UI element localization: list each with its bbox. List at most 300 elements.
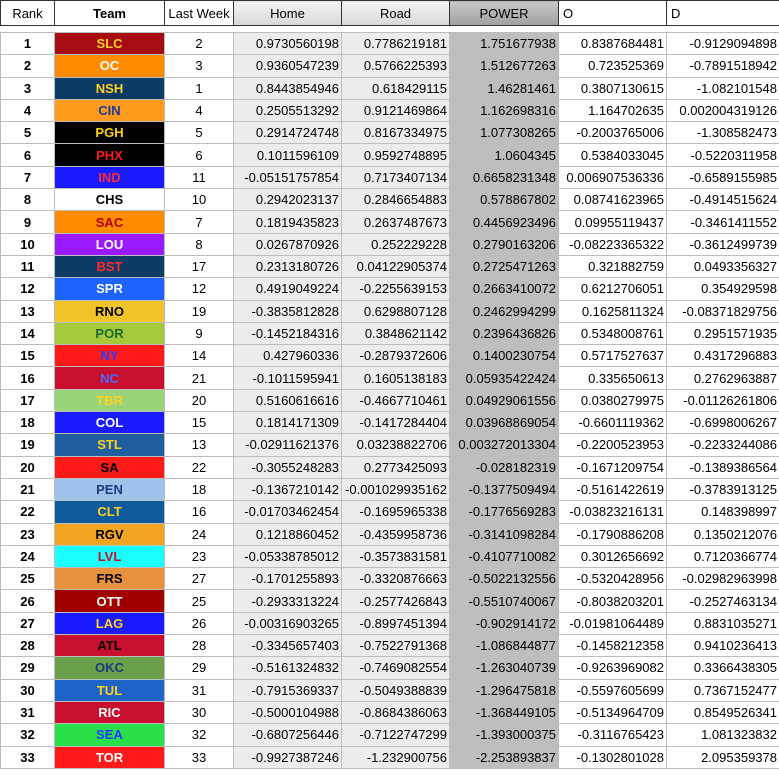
o-cell[interactable]: 0.321882759 xyxy=(559,255,667,277)
rank-cell[interactable]: 1 xyxy=(1,33,55,55)
header-row xyxy=(1,1,779,26)
home-cell[interactable]: 0.4919049224 xyxy=(234,278,342,300)
table-row xyxy=(1,322,779,344)
table-row xyxy=(1,166,779,188)
o-cell[interactable]: -0.9263969082 xyxy=(559,657,667,679)
road-cell[interactable]: -0.5049388839 xyxy=(342,679,450,701)
team-cell[interactable]: PGH xyxy=(55,122,165,144)
table-row xyxy=(1,412,779,434)
o-cell[interactable]: 0.6212706051 xyxy=(559,278,667,300)
home-cell[interactable]: 0.8443854946 xyxy=(234,77,342,99)
last-week-cell[interactable]: 24 xyxy=(165,523,234,545)
d-cell[interactable]: -1.082101548 xyxy=(667,77,779,99)
road-cell[interactable]: 0.1605138183 xyxy=(342,367,450,389)
rank-cell[interactable]: 18 xyxy=(1,412,55,434)
team-cell[interactable]: CIN xyxy=(55,99,165,121)
table-row xyxy=(1,33,779,55)
team-cell[interactable]: IND xyxy=(55,166,165,188)
road-cell[interactable]: 0.04122905374 xyxy=(342,255,450,277)
last-week-cell[interactable]: 22 xyxy=(165,456,234,478)
table-row xyxy=(1,211,779,233)
d-cell[interactable]: -0.3461411552 xyxy=(667,211,779,233)
home-cell[interactable]: 0.2914724748 xyxy=(234,122,342,144)
d-cell[interactable]: -0.9129094898 xyxy=(667,33,779,55)
power-cell[interactable]: 0.1400230754 xyxy=(450,345,559,367)
team-cell[interactable]: RNO xyxy=(55,300,165,322)
last-week-cell[interactable]: 12 xyxy=(165,278,234,300)
power-cell[interactable]: 1.46281461 xyxy=(450,77,559,99)
rank-cell[interactable]: 10 xyxy=(1,233,55,255)
o-cell[interactable]: 0.1625811324 xyxy=(559,300,667,322)
d-cell[interactable]: -0.6589155985 xyxy=(667,166,779,188)
table-body xyxy=(1,33,779,769)
power-cell[interactable]: 0.578867802 xyxy=(450,189,559,211)
road-cell[interactable]: -0.1695965338 xyxy=(342,501,450,523)
table-row xyxy=(1,590,779,612)
power-cell[interactable]: 0.003272013304 xyxy=(450,434,559,456)
home-cell[interactable]: 0.1819435823 xyxy=(234,211,342,233)
rank-cell[interactable]: 16 xyxy=(1,367,55,389)
table-row xyxy=(1,746,779,768)
rank-cell[interactable]: 33 xyxy=(1,746,55,768)
rank-cell[interactable]: 6 xyxy=(1,144,55,166)
o-cell[interactable]: 0.335650613 xyxy=(559,367,667,389)
o-cell[interactable]: 0.3807130615 xyxy=(559,77,667,99)
team-cell[interactable]: BST xyxy=(55,255,165,277)
team-cell[interactable]: TBR xyxy=(55,389,165,411)
last-week-cell[interactable]: 20 xyxy=(165,389,234,411)
d-cell[interactable]: 0.1350212076 xyxy=(667,523,779,545)
o-cell[interactable]: 0.3012656692 xyxy=(559,545,667,567)
o-cell[interactable]: 0.006907536336 xyxy=(559,166,667,188)
o-cell[interactable]: -0.8038203201 xyxy=(559,590,667,612)
o-cell[interactable]: 0.5717527637 xyxy=(559,345,667,367)
power-cell[interactable]: 1.162698316 xyxy=(450,99,559,121)
o-cell[interactable]: 0.8387684481 xyxy=(559,33,667,55)
last-week-cell[interactable]: 16 xyxy=(165,501,234,523)
o-cell[interactable]: -0.1790886208 xyxy=(559,523,667,545)
table-row xyxy=(1,635,779,657)
team-cell[interactable]: SLC xyxy=(55,33,165,55)
last-week-cell[interactable]: 13 xyxy=(165,434,234,456)
home-cell[interactable]: -0.1367210142 xyxy=(234,478,342,500)
table-row xyxy=(1,568,779,590)
rank-cell[interactable]: 3 xyxy=(1,77,55,99)
power-cell[interactable]: -0.902914172 xyxy=(450,612,559,634)
team-cell[interactable]: CHS xyxy=(55,189,165,211)
last-week-cell[interactable]: 11 xyxy=(165,166,234,188)
road-cell[interactable]: -0.7469082554 xyxy=(342,657,450,679)
home-cell[interactable]: -0.6807256446 xyxy=(234,724,342,746)
home-cell[interactable]: -0.9927387246 xyxy=(234,746,342,768)
table-row xyxy=(1,99,779,121)
home-cell[interactable]: -0.5000104988 xyxy=(234,701,342,723)
d-cell[interactable]: -0.3783913125 xyxy=(667,478,779,500)
d-cell[interactable]: -0.2233244086 xyxy=(667,434,779,456)
last-week-cell[interactable]: 26 xyxy=(165,612,234,634)
o-cell[interactable]: -0.5161422619 xyxy=(559,478,667,500)
rank-cell[interactable]: 17 xyxy=(1,389,55,411)
o-cell[interactable]: 0.08741623965 xyxy=(559,189,667,211)
last-week-cell[interactable]: 7 xyxy=(165,211,234,233)
rank-cell[interactable]: 8 xyxy=(1,189,55,211)
rank-cell[interactable]: 12 xyxy=(1,278,55,300)
home-cell[interactable]: 0.9360547239 xyxy=(234,55,342,77)
power-cell[interactable]: -2.253893837 xyxy=(450,746,559,768)
o-cell[interactable]: -0.6601119362 xyxy=(559,412,667,434)
table-row xyxy=(1,122,779,144)
team-cell[interactable]: STL xyxy=(55,434,165,456)
rank-cell[interactable]: 28 xyxy=(1,635,55,657)
power-cell[interactable]: -0.5510740067 xyxy=(450,590,559,612)
team-cell[interactable]: OKC xyxy=(55,657,165,679)
last-week-cell[interactable]: 5 xyxy=(165,122,234,144)
last-week-cell[interactable]: 18 xyxy=(165,478,234,500)
table-row xyxy=(1,456,779,478)
o-cell[interactable]: 0.5348008761 xyxy=(559,322,667,344)
d-cell[interactable]: -0.6998006267 xyxy=(667,412,779,434)
header-last-week[interactable]: Last Week xyxy=(165,1,234,26)
d-cell[interactable]: 0.0493356327 xyxy=(667,255,779,277)
o-cell[interactable]: -0.08223365322 xyxy=(559,233,667,255)
team-cell[interactable]: RIC xyxy=(55,701,165,723)
road-cell[interactable]: -0.8997451394 xyxy=(342,612,450,634)
rank-cell[interactable]: 27 xyxy=(1,612,55,634)
power-cell[interactable]: -1.086844877 xyxy=(450,635,559,657)
d-cell[interactable]: 1.081323832 xyxy=(667,724,779,746)
team-cell[interactable]: COL xyxy=(55,412,165,434)
road-cell[interactable]: 0.8167334975 xyxy=(342,122,450,144)
team-cell[interactable]: NY xyxy=(55,345,165,367)
last-week-cell[interactable]: 21 xyxy=(165,367,234,389)
table-row xyxy=(1,345,779,367)
last-week-cell[interactable]: 28 xyxy=(165,635,234,657)
d-cell[interactable]: 0.9410236413 xyxy=(667,635,779,657)
last-week-cell[interactable]: 23 xyxy=(165,545,234,567)
road-cell[interactable]: 0.6298807128 xyxy=(342,300,450,322)
d-cell[interactable]: 0.148398997 xyxy=(667,501,779,523)
team-cell[interactable]: SEA xyxy=(55,724,165,746)
road-cell[interactable]: 0.2846654883 xyxy=(342,189,450,211)
home-cell[interactable]: 0.1814171309 xyxy=(234,412,342,434)
table-row xyxy=(1,701,779,723)
o-cell[interactable]: 0.5384033045 xyxy=(559,144,667,166)
table-row xyxy=(1,545,779,567)
rank-cell[interactable]: 31 xyxy=(1,701,55,723)
home-cell[interactable]: 0.5160616616 xyxy=(234,389,342,411)
d-cell[interactable]: 0.7367152477 xyxy=(667,679,779,701)
table-row xyxy=(1,679,779,701)
last-week-cell[interactable]: 30 xyxy=(165,701,234,723)
home-cell[interactable]: 0.1011596109 xyxy=(234,144,342,166)
power-cell[interactable]: 0.2663410072 xyxy=(450,278,559,300)
power-cell[interactable]: 1.077308265 xyxy=(450,122,559,144)
road-cell[interactable]: -0.8684386063 xyxy=(342,701,450,723)
o-cell[interactable]: -0.1302801028 xyxy=(559,746,667,768)
team-cell[interactable]: SPR xyxy=(55,278,165,300)
power-cell[interactable]: -0.028182319 xyxy=(450,456,559,478)
table-row xyxy=(1,612,779,634)
rank-cell[interactable]: 7 xyxy=(1,166,55,188)
rank-cell[interactable]: 2 xyxy=(1,55,55,77)
last-week-cell[interactable]: 33 xyxy=(165,746,234,768)
road-cell[interactable]: -0.4359958736 xyxy=(342,523,450,545)
o-cell[interactable]: 0.723525369 xyxy=(559,55,667,77)
last-week-cell[interactable]: 19 xyxy=(165,300,234,322)
last-week-cell[interactable]: 2 xyxy=(165,33,234,55)
rank-cell[interactable]: 20 xyxy=(1,456,55,478)
team-cell[interactable]: NSH xyxy=(55,77,165,99)
road-cell[interactable]: 0.2773425093 xyxy=(342,456,450,478)
rank-cell[interactable]: 5 xyxy=(1,122,55,144)
header-d[interactable]: D xyxy=(667,1,779,26)
last-week-cell[interactable]: 9 xyxy=(165,322,234,344)
power-cell[interactable]: -0.1776569283 xyxy=(450,501,559,523)
power-cell[interactable]: 1.512677263 xyxy=(450,55,559,77)
header-rank[interactable]: Rank xyxy=(1,1,55,26)
last-week-cell[interactable]: 8 xyxy=(165,233,234,255)
power-cell[interactable]: 1.751677938 xyxy=(450,33,559,55)
d-cell[interactable]: -0.3612499739 xyxy=(667,233,779,255)
d-cell[interactable]: -0.5220311958 xyxy=(667,144,779,166)
d-cell[interactable]: 0.7120366774 xyxy=(667,545,779,567)
home-cell[interactable]: -0.7915369337 xyxy=(234,679,342,701)
d-cell[interactable]: -0.7891518942 xyxy=(667,55,779,77)
team-cell[interactable]: NC xyxy=(55,367,165,389)
d-cell[interactable]: 0.4317296883 xyxy=(667,345,779,367)
team-cell[interactable]: TUL xyxy=(55,679,165,701)
header-spacer xyxy=(1,26,779,33)
team-cell[interactable]: CLT xyxy=(55,501,165,523)
header-road[interactable]: Road xyxy=(342,1,450,26)
team-cell[interactable]: TOR xyxy=(55,746,165,768)
rank-cell[interactable]: 25 xyxy=(1,568,55,590)
power-cell[interactable]: 0.2790163206 xyxy=(450,233,559,255)
table-row xyxy=(1,367,779,389)
o-cell[interactable]: -0.5597605699 xyxy=(559,679,667,701)
team-cell[interactable]: LAG xyxy=(55,612,165,634)
table-row xyxy=(1,144,779,166)
d-cell[interactable]: 0.002004319126 xyxy=(667,99,779,121)
d-cell[interactable]: -0.01126261806 xyxy=(667,389,779,411)
rank-cell[interactable]: 15 xyxy=(1,345,55,367)
power-cell[interactable]: -0.3141098284 xyxy=(450,523,559,545)
rank-cell[interactable]: 26 xyxy=(1,590,55,612)
home-cell[interactable]: -0.02911621376 xyxy=(234,434,342,456)
road-cell[interactable]: 0.9592748895 xyxy=(342,144,450,166)
o-cell[interactable]: -0.1671209754 xyxy=(559,456,667,478)
team-cell[interactable]: PEN xyxy=(55,478,165,500)
d-cell[interactable]: -0.4914515624 xyxy=(667,189,779,211)
o-cell[interactable]: -0.2003765006 xyxy=(559,122,667,144)
road-cell[interactable]: -1.232900756 xyxy=(342,746,450,768)
home-cell[interactable]: 0.427960336 xyxy=(234,345,342,367)
team-cell[interactable]: ATL xyxy=(55,635,165,657)
table-row xyxy=(1,523,779,545)
d-cell[interactable]: 0.3366438305 xyxy=(667,657,779,679)
o-cell[interactable]: -0.2200523953 xyxy=(559,434,667,456)
home-cell[interactable]: -0.5161324832 xyxy=(234,657,342,679)
team-cell[interactable]: FRS xyxy=(55,568,165,590)
home-cell[interactable]: -0.1452184316 xyxy=(234,322,342,344)
power-cell[interactable]: 0.2462994299 xyxy=(450,300,559,322)
power-cell[interactable]: 0.6658231348 xyxy=(450,166,559,188)
power-cell[interactable]: 1.0604345 xyxy=(450,144,559,166)
road-cell[interactable]: -0.7522791368 xyxy=(342,635,450,657)
last-week-cell[interactable]: 32 xyxy=(165,724,234,746)
home-cell[interactable]: -0.05338785012 xyxy=(234,545,342,567)
d-cell[interactable]: 0.2951571935 xyxy=(667,322,779,344)
team-cell[interactable]: RGV xyxy=(55,523,165,545)
power-cell[interactable]: 0.4456923496 xyxy=(450,211,559,233)
power-cell[interactable]: -1.368449105 xyxy=(450,701,559,723)
road-cell[interactable]: 0.7786219181 xyxy=(342,33,450,55)
road-cell[interactable]: -0.7122747299 xyxy=(342,724,450,746)
rank-cell[interactable]: 22 xyxy=(1,501,55,523)
road-cell[interactable]: 0.618429115 xyxy=(342,77,450,99)
power-cell[interactable]: 0.05935422424 xyxy=(450,367,559,389)
header-team[interactable]: Team xyxy=(55,1,165,26)
o-cell[interactable]: -0.5320428956 xyxy=(559,568,667,590)
road-cell[interactable]: -0.3573831581 xyxy=(342,545,450,567)
o-cell[interactable]: 0.0380279975 xyxy=(559,389,667,411)
rank-cell[interactable]: 19 xyxy=(1,434,55,456)
last-week-cell[interactable]: 1 xyxy=(165,77,234,99)
road-cell[interactable]: 0.5766225393 xyxy=(342,55,450,77)
table-row xyxy=(1,255,779,277)
road-cell[interactable]: -0.1417284404 xyxy=(342,412,450,434)
last-week-cell[interactable]: 31 xyxy=(165,679,234,701)
last-week-cell[interactable]: 6 xyxy=(165,144,234,166)
table-row xyxy=(1,389,779,411)
rank-cell[interactable]: 30 xyxy=(1,679,55,701)
home-cell[interactable]: -0.01703462454 xyxy=(234,501,342,523)
last-week-cell[interactable]: 14 xyxy=(165,345,234,367)
home-cell[interactable]: -0.1011595941 xyxy=(234,367,342,389)
rank-cell[interactable]: 13 xyxy=(1,300,55,322)
team-cell[interactable]: OTT xyxy=(55,590,165,612)
last-week-cell[interactable]: 4 xyxy=(165,99,234,121)
d-cell[interactable]: -0.02982963998 xyxy=(667,568,779,590)
home-cell[interactable]: 0.1218860452 xyxy=(234,523,342,545)
road-cell[interactable]: 0.2637487673 xyxy=(342,211,450,233)
road-cell[interactable]: 0.03238822706 xyxy=(342,434,450,456)
last-week-cell[interactable]: 27 xyxy=(165,568,234,590)
road-cell[interactable]: -0.2255639153 xyxy=(342,278,450,300)
d-cell[interactable]: 0.8831035271 xyxy=(667,612,779,634)
last-week-cell[interactable]: 29 xyxy=(165,657,234,679)
header-o[interactable]: O xyxy=(559,1,667,26)
rank-cell[interactable]: 24 xyxy=(1,545,55,567)
d-cell[interactable]: 0.8549526341 xyxy=(667,701,779,723)
team-cell[interactable]: PHX xyxy=(55,144,165,166)
o-cell[interactable]: -0.3116765423 xyxy=(559,724,667,746)
o-cell[interactable]: -0.5134964709 xyxy=(559,701,667,723)
d-cell[interactable]: -0.08371829756 xyxy=(667,300,779,322)
d-cell[interactable]: 0.2762963887 xyxy=(667,367,779,389)
rank-cell[interactable]: 32 xyxy=(1,724,55,746)
home-cell[interactable]: -0.2933313224 xyxy=(234,590,342,612)
road-cell[interactable]: 0.7173407134 xyxy=(342,166,450,188)
rank-cell[interactable]: 4 xyxy=(1,99,55,121)
road-cell[interactable]: -0.2879372606 xyxy=(342,345,450,367)
rank-cell[interactable]: 9 xyxy=(1,211,55,233)
o-cell[interactable]: 1.164702635 xyxy=(559,99,667,121)
team-cell[interactable]: LVL xyxy=(55,545,165,567)
power-cell[interactable]: -0.4107710082 xyxy=(450,545,559,567)
home-cell[interactable]: -0.3835812828 xyxy=(234,300,342,322)
team-cell[interactable]: OC xyxy=(55,55,165,77)
road-cell[interactable]: 0.9121469864 xyxy=(342,99,450,121)
rank-cell[interactable]: 21 xyxy=(1,478,55,500)
team-cell[interactable]: SA xyxy=(55,456,165,478)
last-week-cell[interactable]: 3 xyxy=(165,55,234,77)
road-cell[interactable]: 0.252229228 xyxy=(342,233,450,255)
d-cell[interactable]: -0.2527463134 xyxy=(667,590,779,612)
table-row xyxy=(1,189,779,211)
home-cell[interactable]: 0.2313180726 xyxy=(234,255,342,277)
last-week-cell[interactable]: 10 xyxy=(165,189,234,211)
power-cell[interactable]: -0.1377509494 xyxy=(450,478,559,500)
power-cell[interactable]: -1.393000375 xyxy=(450,724,559,746)
road-cell[interactable]: -0.001029935162 xyxy=(342,478,450,500)
d-cell[interactable]: 2.095359378 xyxy=(667,746,779,768)
home-cell[interactable]: 0.2505513292 xyxy=(234,99,342,121)
home-cell[interactable]: -0.00316903265 xyxy=(234,612,342,634)
power-cell[interactable]: -0.5022132556 xyxy=(450,568,559,590)
d-cell[interactable]: -1.308582473 xyxy=(667,122,779,144)
team-cell[interactable]: LOU xyxy=(55,233,165,255)
rank-cell[interactable]: 29 xyxy=(1,657,55,679)
o-cell[interactable]: -0.1458212358 xyxy=(559,635,667,657)
rank-cell[interactable]: 23 xyxy=(1,523,55,545)
header-power[interactable]: POWER xyxy=(450,1,559,26)
last-week-cell[interactable]: 17 xyxy=(165,255,234,277)
header-home[interactable]: Home xyxy=(234,1,342,26)
rank-cell[interactable]: 14 xyxy=(1,322,55,344)
power-cell[interactable]: 0.2396436826 xyxy=(450,322,559,344)
road-cell[interactable]: -0.4667710461 xyxy=(342,389,450,411)
team-cell[interactable]: POR xyxy=(55,322,165,344)
rank-cell[interactable]: 11 xyxy=(1,255,55,277)
home-cell[interactable]: -0.1701255893 xyxy=(234,568,342,590)
power-cell[interactable]: -1.263040739 xyxy=(450,657,559,679)
power-cell[interactable]: 0.03968869054 xyxy=(450,412,559,434)
o-cell[interactable]: -0.01981064489 xyxy=(559,612,667,634)
home-cell[interactable]: -0.3345657403 xyxy=(234,635,342,657)
power-cell[interactable]: -1.296475818 xyxy=(450,679,559,701)
power-cell[interactable]: 0.04929061556 xyxy=(450,389,559,411)
table-row xyxy=(1,657,779,679)
o-cell[interactable]: -0.03823216131 xyxy=(559,501,667,523)
last-week-cell[interactable]: 25 xyxy=(165,590,234,612)
team-cell[interactable]: SAC xyxy=(55,211,165,233)
power-cell[interactable]: 0.2725471263 xyxy=(450,255,559,277)
road-cell[interactable]: -0.3320876663 xyxy=(342,568,450,590)
home-cell[interactable]: 0.0267870926 xyxy=(234,233,342,255)
d-cell[interactable]: 0.354929598 xyxy=(667,278,779,300)
d-cell[interactable]: -0.1389386564 xyxy=(667,456,779,478)
home-cell[interactable]: 0.2942023137 xyxy=(234,189,342,211)
o-cell[interactable]: 0.09955119437 xyxy=(559,211,667,233)
last-week-cell[interactable]: 15 xyxy=(165,412,234,434)
home-cell[interactable]: -0.3055248283 xyxy=(234,456,342,478)
table-row xyxy=(1,278,779,300)
home-cell[interactable]: 0.9730560198 xyxy=(234,33,342,55)
home-cell[interactable]: -0.05151757854 xyxy=(234,166,342,188)
road-cell[interactable]: -0.2577426843 xyxy=(342,590,450,612)
road-cell[interactable]: 0.3848621142 xyxy=(342,322,450,344)
